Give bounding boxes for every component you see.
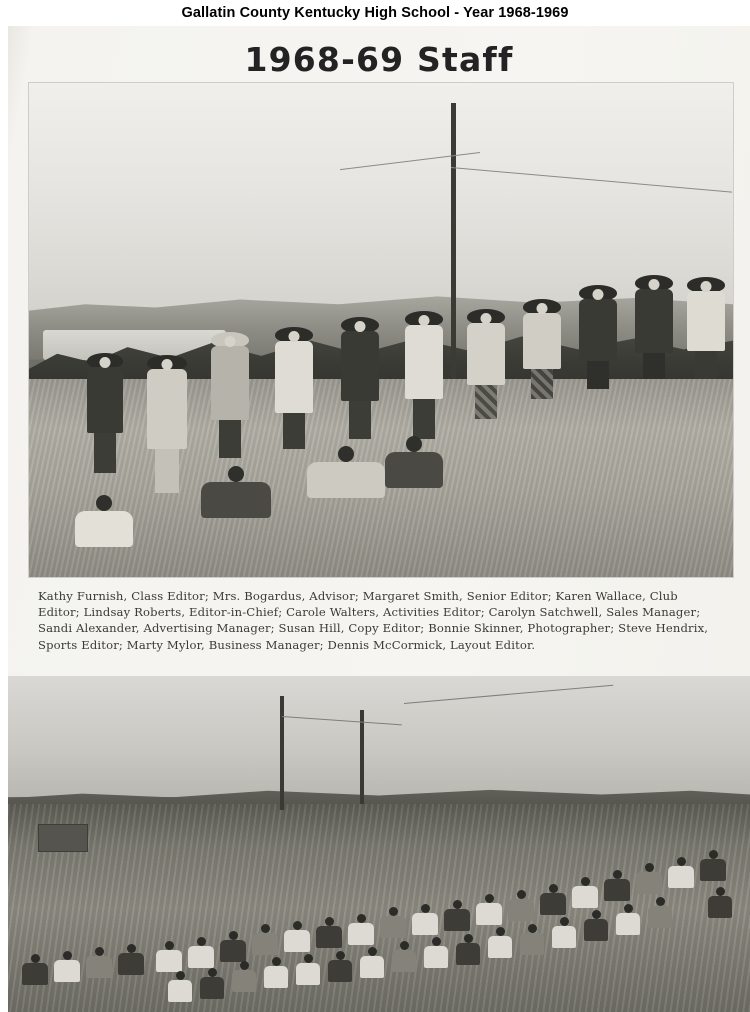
photo-person bbox=[579, 285, 617, 389]
photo-person-body bbox=[341, 331, 379, 401]
photo-person-head bbox=[549, 884, 558, 893]
photo-person-face bbox=[289, 331, 300, 342]
photo-person bbox=[476, 894, 502, 925]
photo-person-body bbox=[22, 963, 48, 985]
yearbook-staff-group-photo bbox=[28, 82, 734, 578]
photo-person-body bbox=[264, 966, 288, 988]
photo-caption: Kathy Furnish, Class Editor; Mrs. Bogardus, Advisor; Margaret Smith, Senior Editor; Karen Wallace, Club Editor; Lindsay Roberts, Editor-in-Chief; Carole Walters, Activities Editor; Carolyn Satchwell, Sales Manager; Sandi Alexander, Advertising Manager; Susan Hill, Copy Editor; Bonnie Skinner, Photographer; Steve Hendrix, Sports Editor; Marty Mylor, Business Manager; Dennis McCormick, Layout Editor. bbox=[38, 589, 709, 652]
photo-person-body bbox=[147, 369, 187, 449]
photo-person bbox=[424, 937, 448, 968]
photo-person bbox=[232, 961, 256, 992]
photo-person bbox=[22, 954, 48, 985]
photo-person-legs bbox=[695, 351, 718, 379]
photo-person-body bbox=[579, 299, 617, 361]
photo-person-legs bbox=[643, 353, 666, 379]
photo-person bbox=[552, 917, 576, 948]
photo-person-head bbox=[368, 947, 377, 956]
photo-person bbox=[456, 934, 480, 965]
photo-person-face bbox=[593, 289, 604, 300]
photo-person bbox=[380, 907, 406, 938]
photo-person-body bbox=[540, 893, 566, 915]
photo-person-legs bbox=[531, 369, 554, 399]
photo-person-head bbox=[338, 446, 354, 462]
photo-person-legs bbox=[219, 420, 242, 458]
photo-person-head bbox=[197, 937, 206, 946]
photo-person-head bbox=[624, 904, 633, 913]
photo-person-head bbox=[496, 927, 505, 936]
photo-person bbox=[54, 951, 80, 982]
photo-person bbox=[584, 910, 608, 941]
photo-person bbox=[316, 917, 342, 948]
photo-person-head bbox=[228, 466, 244, 482]
photo-person-body bbox=[456, 943, 480, 965]
photo-person bbox=[200, 968, 224, 999]
photo-person-body bbox=[700, 859, 726, 881]
photo-person-head bbox=[176, 971, 185, 980]
page-title: 1968-69 Staff bbox=[244, 40, 514, 79]
photo-person bbox=[412, 904, 438, 935]
photo-person-head bbox=[464, 934, 473, 943]
photo-person-body bbox=[200, 977, 224, 999]
photo-person-head bbox=[325, 917, 334, 926]
photo-person bbox=[708, 887, 732, 918]
photo-person bbox=[348, 914, 374, 945]
large-group-hillside-photo bbox=[8, 676, 750, 1012]
photo-person bbox=[467, 309, 505, 419]
photo-person bbox=[147, 355, 187, 493]
photo-person-face bbox=[225, 336, 236, 347]
photo-person bbox=[87, 353, 123, 473]
photo-person-body bbox=[488, 936, 512, 958]
photo-person-kneeling bbox=[75, 495, 133, 547]
photo-person-head bbox=[656, 897, 665, 906]
photo-person-legs bbox=[349, 401, 372, 439]
photo-person-head bbox=[560, 917, 569, 926]
photo-person-body bbox=[552, 926, 576, 948]
photo-person-body bbox=[284, 930, 310, 952]
photo-person-body bbox=[687, 291, 725, 351]
photo-person-body bbox=[275, 341, 313, 413]
photo-person-body bbox=[668, 866, 694, 888]
photo-person-body bbox=[328, 960, 352, 982]
photo-person-head bbox=[645, 863, 654, 872]
photo-person-body bbox=[616, 913, 640, 935]
photo-person-body bbox=[604, 879, 630, 901]
photo-person-body bbox=[168, 980, 192, 1002]
page-header-title: Gallatin County Kentucky High School - Year 1968-1969 bbox=[181, 5, 569, 21]
photo-person bbox=[211, 332, 249, 458]
photo-person-kneeling bbox=[307, 446, 385, 498]
photo-person-body bbox=[296, 963, 320, 985]
photo-person bbox=[700, 850, 726, 881]
photo-person-head bbox=[240, 961, 249, 970]
photo-person-body bbox=[523, 313, 561, 369]
photo-person-body bbox=[87, 367, 123, 433]
photo-sky bbox=[8, 676, 750, 797]
photo-person-head bbox=[229, 931, 238, 940]
photo-person-face bbox=[537, 303, 548, 314]
photo-person-head bbox=[592, 910, 601, 919]
photo-person-head bbox=[208, 968, 217, 977]
photo-person-face bbox=[162, 359, 173, 370]
photo-person bbox=[604, 870, 630, 901]
photo-person-head bbox=[400, 941, 409, 950]
photo-person-body bbox=[252, 933, 278, 955]
photo-person bbox=[540, 884, 566, 915]
photo-person-face bbox=[701, 281, 712, 292]
scanned-yearbook-page bbox=[8, 26, 750, 1012]
photo-person-body bbox=[444, 909, 470, 931]
photo-person bbox=[572, 877, 598, 908]
photo-person-head bbox=[336, 951, 345, 960]
photo-person-legs bbox=[94, 433, 116, 473]
photo-person bbox=[520, 924, 544, 955]
photo-person-body bbox=[211, 346, 249, 420]
photo-person-face bbox=[100, 357, 111, 368]
photo-utility-pole bbox=[280, 696, 284, 810]
photo-person-head bbox=[677, 857, 686, 866]
photo-person-face bbox=[419, 315, 430, 326]
photo-person-head bbox=[389, 907, 398, 916]
photo-person-body bbox=[220, 940, 246, 962]
photo-person-legs bbox=[155, 449, 179, 493]
photo-person-body bbox=[385, 452, 443, 488]
photo-person-body bbox=[348, 923, 374, 945]
photo-person bbox=[156, 941, 182, 972]
photo-person-head bbox=[165, 941, 174, 950]
photo-person-body bbox=[392, 950, 416, 972]
photo-person-body bbox=[520, 933, 544, 955]
photo-person-body bbox=[380, 916, 406, 938]
photo-person-head bbox=[581, 877, 590, 886]
photo-person bbox=[444, 900, 470, 931]
photo-person-body bbox=[648, 906, 672, 928]
photo-person-head bbox=[421, 904, 430, 913]
photo-person bbox=[264, 957, 288, 988]
photo-person-legs bbox=[413, 399, 436, 439]
photo-person-body bbox=[405, 325, 443, 399]
photo-person bbox=[341, 317, 379, 439]
photo-person-head bbox=[528, 924, 537, 933]
photo-person-body bbox=[476, 903, 502, 925]
photo-person-body bbox=[584, 919, 608, 941]
photo-person-head bbox=[406, 436, 422, 452]
photo-person-body bbox=[508, 899, 534, 921]
photo-person-kneeling bbox=[201, 466, 271, 518]
photo-person-body bbox=[316, 926, 342, 948]
photo-person bbox=[523, 299, 561, 399]
photo-person-head bbox=[485, 894, 494, 903]
photo-person-body bbox=[188, 946, 214, 968]
photo-person bbox=[687, 277, 725, 379]
photo-person-body bbox=[412, 913, 438, 935]
photo-person-legs bbox=[475, 385, 498, 419]
photo-person bbox=[275, 327, 313, 449]
photo-person-body bbox=[360, 956, 384, 978]
photo-utility-pole bbox=[451, 103, 456, 380]
photo-person bbox=[616, 904, 640, 935]
photo-person bbox=[168, 971, 192, 1002]
photo-person-face bbox=[649, 279, 660, 290]
photo-person-head bbox=[261, 924, 270, 933]
photo-person-body bbox=[232, 970, 256, 992]
photo-person-head bbox=[709, 850, 718, 859]
photo-person-body bbox=[708, 896, 732, 918]
photo-person bbox=[296, 954, 320, 985]
photo-person bbox=[284, 921, 310, 952]
photo-person-head bbox=[304, 954, 313, 963]
photo-person-body bbox=[156, 950, 182, 972]
photo-person-head bbox=[96, 495, 112, 511]
photo-person-head bbox=[63, 951, 72, 960]
photo-person-head bbox=[716, 887, 725, 896]
photo-person-body bbox=[307, 462, 385, 498]
photo-person bbox=[328, 951, 352, 982]
photo-person-body bbox=[86, 956, 112, 978]
photo-person-head bbox=[613, 870, 622, 879]
photo-person bbox=[508, 890, 534, 921]
photo-person bbox=[188, 937, 214, 968]
photo-person bbox=[360, 947, 384, 978]
photo-person bbox=[635, 275, 673, 379]
photo-person bbox=[220, 931, 246, 962]
photo-person-body bbox=[118, 953, 144, 975]
photo-utility-pole bbox=[360, 710, 364, 804]
photo-person bbox=[86, 947, 112, 978]
photo-person-head bbox=[432, 937, 441, 946]
photo-person bbox=[405, 311, 443, 439]
photo-person-legs bbox=[283, 413, 306, 449]
photo-person-body bbox=[54, 960, 80, 982]
photo-person bbox=[636, 863, 662, 894]
photo-person bbox=[392, 941, 416, 972]
photo-person bbox=[118, 944, 144, 975]
photo-person-head bbox=[293, 921, 302, 930]
photo-person-head bbox=[517, 890, 526, 899]
photo-person-head bbox=[127, 944, 136, 953]
photo-person-head bbox=[95, 947, 104, 956]
photo-person bbox=[648, 897, 672, 928]
photo-person-body bbox=[201, 482, 271, 518]
photo-person-body bbox=[75, 511, 133, 547]
photo-person-body bbox=[636, 872, 662, 894]
photo-person bbox=[488, 927, 512, 958]
photo-person-head bbox=[272, 957, 281, 966]
photo-person bbox=[668, 857, 694, 888]
photo-person-body bbox=[467, 323, 505, 385]
photo-person-body bbox=[635, 289, 673, 353]
photo-person-head bbox=[357, 914, 366, 923]
photo-person-face bbox=[481, 313, 492, 324]
photo-person bbox=[252, 924, 278, 955]
photo-person-head bbox=[453, 900, 462, 909]
photo-person-face bbox=[355, 321, 366, 332]
photo-shed bbox=[38, 824, 88, 852]
photo-person-body bbox=[572, 886, 598, 908]
photo-person-head bbox=[31, 954, 40, 963]
photo-person-kneeling bbox=[385, 436, 443, 488]
photo-person-legs bbox=[587, 361, 610, 389]
photo-person-body bbox=[424, 946, 448, 968]
